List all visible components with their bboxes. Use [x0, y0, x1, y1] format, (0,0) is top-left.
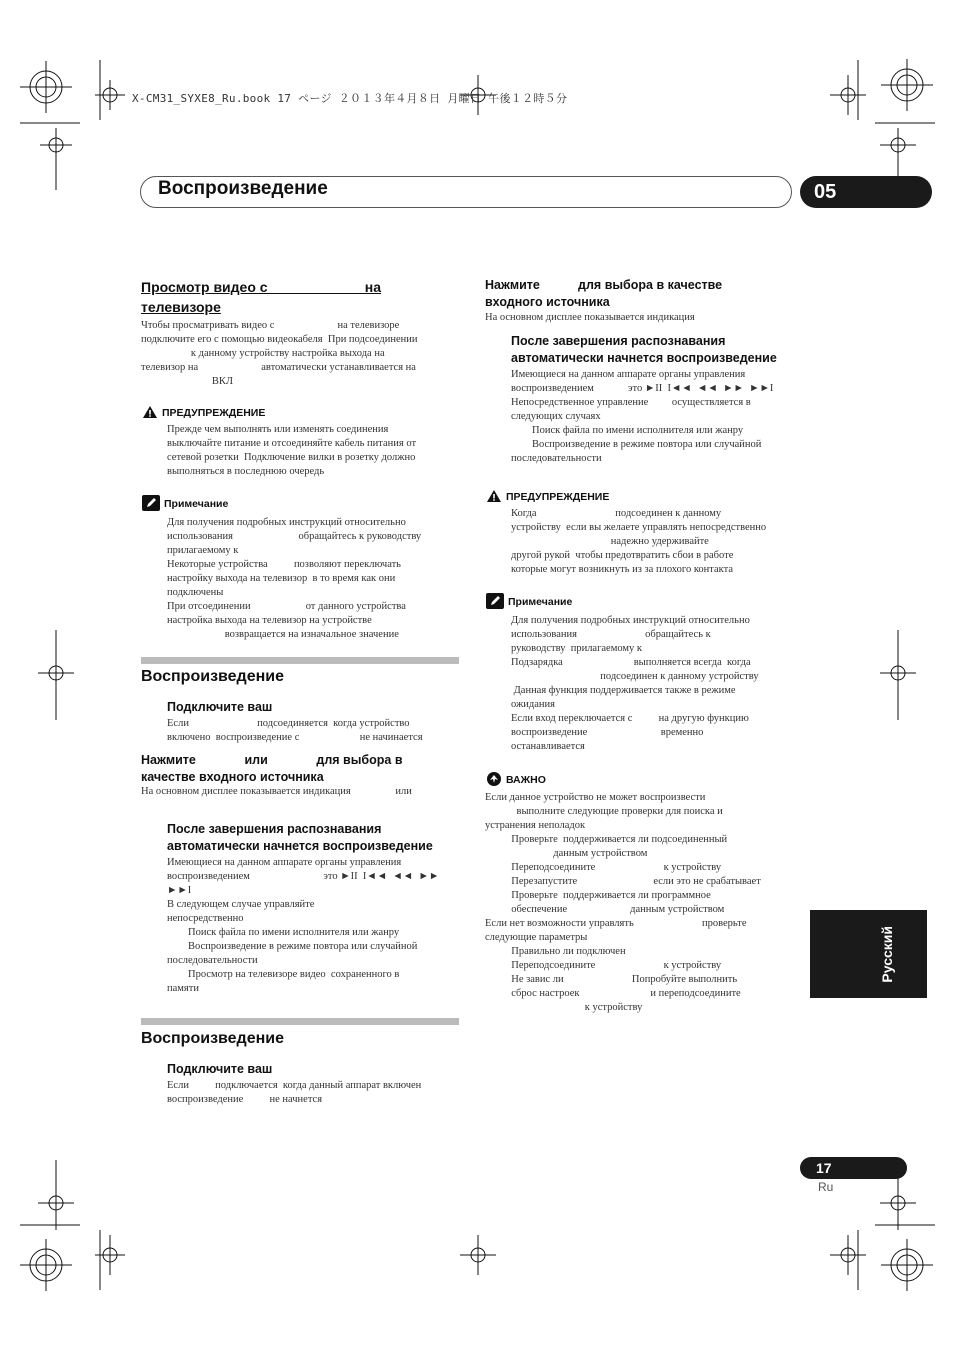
- warning-header: [142, 403, 265, 421]
- r-note-body: Для получения подробных инструкций относительно использования обращайтесь к руководству прилагаемому к Подзарядка выполняется всегда когда подсоединен к данному устройству Данная функция поддерживается также в режиме ожидания Если вход переключается с на другую функцию воспроизведение временно останавливается: [511, 615, 759, 752]
- page-title: Воспроизведение: [158, 178, 328, 199]
- note-label: Примечание: [164, 498, 229, 510]
- section-divider-2: [141, 1018, 459, 1025]
- page-language: Ru: [818, 1180, 834, 1194]
- page-number: 17: [800, 1157, 907, 1179]
- video-heading-line1: Просмотр видео с на: [141, 279, 382, 295]
- section-divider-1: [141, 657, 459, 664]
- r-warning-header: [486, 487, 609, 505]
- pencil-note-icon: [142, 495, 160, 511]
- r-step1-body: На основном дисплее показывается индикация: [485, 312, 695, 323]
- book-info-line: X-CM31_SYXE8_Ru.book 17 ページ ２０１３年４月８日 月曜日 午後１２時５分: [132, 92, 568, 105]
- s2-step1-body: Если подключается когда данный аппарат включен воспроизведение не начнется: [167, 1080, 422, 1105]
- section1-title: Воспроизведение: [141, 668, 284, 685]
- language-tab: [810, 910, 927, 998]
- important-label: ВАЖНО: [506, 774, 546, 786]
- r-warning-label: ПРЕДУПРЕЖДЕНИЕ: [506, 491, 610, 503]
- s1-step2-body: На основном дисплее показывается индикация или: [141, 786, 412, 797]
- r-step1-heading: Нажмите для выбора в качестве входного источника: [485, 278, 723, 309]
- r-note-label: Примечание: [508, 596, 573, 608]
- language-tab-label: Русский: [879, 926, 895, 983]
- s1-step1-body: Если подсоединяется когда устройство включено воспроизведение с не начинается: [167, 718, 423, 743]
- section2-title: Воспроизведение: [141, 1030, 284, 1047]
- warning-icon: [142, 405, 158, 419]
- s1-step1-heading: Подключите ваш: [167, 700, 273, 714]
- r-note-header: [486, 592, 572, 610]
- warning-body: Прежде чем выполнять или изменять соединения выключайте питание и отсоединяйте кабель питания от сетевой розетки Подключение вилки в розетку должно выполняться в последнюю очередь: [167, 424, 417, 477]
- s1-step3-body: Имеющиеся на данном аппарате органы управления воспроизведением это ►II I◄◄ ◄◄ ►► ►►I В следующем случае управляйте непосредственно Поиск файла по имени исполнителя или жанру Воспроизведение в режиме повтора или случайной последовательности Просмотр на телевизоре видео сохраненного в памяти: [167, 857, 440, 994]
- warning-icon: [486, 489, 502, 503]
- warning-label: ПРЕДУПРЕЖДЕНИЕ: [162, 407, 266, 419]
- r-step2-heading: После завершения распознавания автоматически начнется воспроизведение: [511, 334, 777, 365]
- important-icon: [486, 771, 502, 787]
- important-header: [486, 770, 546, 788]
- pencil-note-icon: [486, 593, 504, 609]
- note-body: Для получения подробных инструкций относительно использования обращайтесь к руководству прилагаемому к Некоторые устройства позволяют переключать настройку выхода на телевизор в то время как они подключены При отсоединении от данного устройства настройка выхода на телевизор на устройстве возвращается на изначальное значение: [167, 517, 422, 640]
- s2-step1-heading: Подключите ваш: [167, 1062, 273, 1076]
- important-body: Если данное устройство не может воспроизвести выполните следующие проверки для поиска и устранения неполадок Проверьте поддерживается ли подсоединенный данным устройством Переподсоедините к устройству Перезапустите если это не срабатывает Проверьте поддерживается ли программное обеспечение данным устройством Если нет возможности управлять проверьте следующие параметры Правильно ли подключен Переподсоедините к устройству Не завис ли Попробуйте выполнить сброс настроек и переподсоедините к устройству: [485, 792, 761, 1013]
- video-body: Чтобы просматривать видео с на телевизоре подключите его с помощью видеокабеля При подсоединении к данному устройству настройка выхода на телевизор на автоматически устанавливается на ВКЛ: [141, 320, 418, 387]
- video-heading-line2: телевизоре: [141, 299, 221, 315]
- s1-step2-heading: Нажмите или для выбора в качестве входного источника: [141, 753, 403, 784]
- note-header: [142, 494, 228, 512]
- r-step2-body: Имеющиеся на данном аппарате органы управления воспроизведением это ►II I◄◄ ◄◄ ►► ►►I Непосредственное управление осуществляется в следующих случаях Поиск файла по имени исполнителя или жанру Воспроизведение в режиме повтора или случайной последовательности: [511, 369, 774, 464]
- chapter-badge: 05: [800, 176, 932, 208]
- s1-step3-heading: После завершения распознавания автоматически начнется воспроизведение: [167, 822, 433, 853]
- r-warning-body: Когда подсоединен к данному устройству если вы желаете управлять непосредственно надежно удерживайте другой рукой чтобы предотвратить сбои в работе которые могут возникнуть из за плохого контакта: [511, 508, 767, 575]
